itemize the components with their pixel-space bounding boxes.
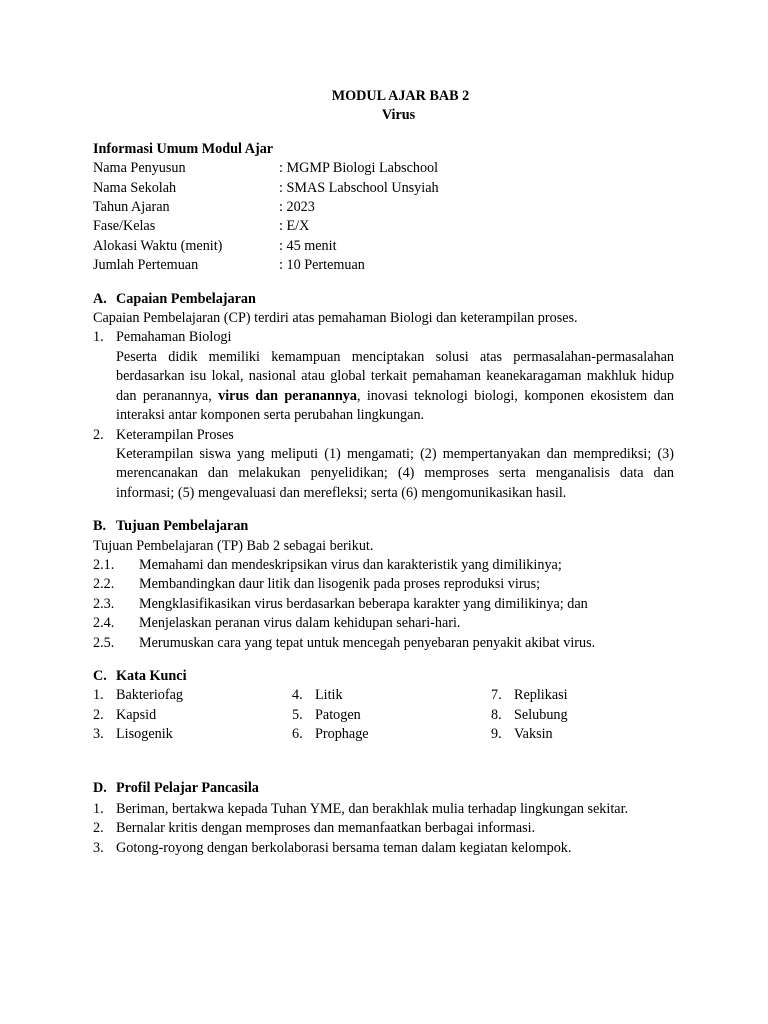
item-number: 2.4. [93, 615, 115, 632]
info-row [93, 159, 674, 178]
section-c-heading [93, 667, 674, 686]
list-item [93, 819, 674, 838]
keyword-item: 7. Replikasi [491, 687, 568, 704]
item-number: 2. [93, 820, 104, 837]
section-profil-pelajar-pancasila [93, 779, 674, 859]
item-number: 3. [93, 839, 104, 856]
list-item [93, 595, 674, 614]
section-letter: B. [93, 518, 107, 535]
info-value: : 45 menit [279, 237, 337, 254]
item-number: 1. [93, 801, 104, 817]
item-text: Peserta didik memiliki kemampuan menciptakan solusi atas permasalahan-permasalahan berdasarkan isu lokal, nasional atau global terkait pemahaman keanekaragaman makhluk hidup dan peranannya, virus dan peranannya, inovasi teknologi biologi, komponen ekosistem dan interaksi antar komponen serta perubahan lingkungan. [116, 348, 674, 424]
list-item [93, 556, 674, 575]
info-heading: Informasi Umum Modul Ajar [93, 140, 274, 157]
item-text: Mengklasifikasikan virus berdasarkan beberapa karakter yang dimilikinya; dan [139, 595, 588, 612]
item-number: 1. [93, 329, 104, 346]
item-label: Pemahaman Biologi [116, 329, 232, 346]
list-item [93, 634, 674, 653]
info-value: : MGMP Biologi Labschool [279, 160, 439, 177]
keyword-item: 5. Patogen [292, 706, 361, 723]
info-row [93, 256, 674, 275]
section-title: Profil Pelajar Pancasila [116, 779, 259, 796]
item-number: 2.2. [93, 576, 115, 593]
section-d-heading [93, 779, 674, 798]
info-section [93, 140, 674, 276]
info-row [93, 237, 674, 256]
list-item [93, 800, 674, 819]
info-row [93, 198, 674, 217]
item-text: Beriman, bertakwa kepada Tuhan YME, dan berakhlak mulia terhadap lingkungan sekitar. [116, 801, 629, 817]
section-intro: Capaian Pembelajaran (CP) terdiri atas pemahaman Biologi dan keterampilan proses. [93, 310, 578, 327]
section-title: Capaian Pembelajaran [116, 290, 256, 307]
item-text: Memahami dan mendeskripsikan virus dan karakteristik yang dimilikinya; [139, 556, 562, 573]
info-value: : SMAS Labschool Unsyiah [279, 179, 439, 196]
info-row [93, 179, 674, 198]
info-value: : 10 Pertemuan [279, 257, 365, 274]
item-number: 2. [93, 426, 104, 443]
keyword-item: 8. Selubung [491, 706, 568, 723]
document-title [93, 87, 674, 126]
section-letter: D. [93, 779, 107, 796]
list-item [93, 575, 674, 594]
section-a-heading [93, 290, 674, 309]
section-letter: C. [93, 667, 107, 684]
keyword-item: 3. Lisogenik [93, 726, 173, 743]
item-number: 2.1. [93, 556, 115, 573]
info-value: : E/X [279, 218, 310, 235]
info-value: : 2023 [279, 199, 315, 216]
item-number: 2.3. [93, 595, 115, 612]
item-text: Menjelaskan peranan virus dalam kehidupan sehari-hari. [139, 615, 461, 632]
section-capaian-pembelajaran [93, 290, 674, 503]
info-key: Nama Sekolah [93, 179, 177, 196]
keyword-item: 9. Vaksin [491, 726, 553, 743]
title-line-2: Virus [381, 107, 416, 124]
list-item [93, 426, 674, 504]
keyword-item: 2. Kapsid [93, 706, 157, 723]
section-title: Kata Kunci [116, 667, 187, 684]
info-key: Tahun Ajaran [93, 199, 170, 216]
section-b-heading [93, 517, 674, 536]
info-key: Alokasi Waktu (menit) [93, 237, 223, 254]
list-item [93, 839, 674, 858]
section-intro: Tujuan Pembelajaran (TP) Bab 2 sebagai berikut. [93, 537, 374, 554]
keyword-item: 4. Litik [292, 687, 343, 704]
info-key: Fase/Kelas [93, 218, 156, 235]
info-key: Nama Penyusun [93, 160, 186, 177]
info-row [93, 217, 674, 236]
emphasis-text: virus dan peranannya [218, 387, 357, 404]
item-label: Keterampilan Proses [116, 426, 234, 443]
keyword-item: 1. Bakteriofag [93, 687, 183, 704]
section-title: Tujuan Pembelajaran [116, 518, 249, 535]
keyword-item: 6. Prophage [292, 726, 369, 743]
section-kata-kunci [93, 667, 674, 745]
keyword-grid [93, 686, 674, 744]
document-page [93, 87, 674, 858]
item-text: Gotong-royong dengan berkolaborasi bersama teman dalam kegiatan kelompok. [116, 839, 572, 856]
title-line-1: MODUL AJAR BAB 2 [331, 88, 470, 104]
item-text: Keterampilan siswa yang meliputi (1) mengamati; (2) mempertanyakan dan memprediksi; (3) merencanakan dan melakukan penyelidikan; (4) memproses serta menganalisis data dan informasi; (5) mengevaluasi dan merefleksi; serta (6) mengomunikasikan hasil. [116, 445, 674, 501]
item-text: Membandingkan daur litik dan lisogenik pada proses reproduksi virus; [139, 576, 541, 593]
info-key: Jumlah Pertemuan [93, 257, 199, 274]
item-text: Merumuskan cara yang tepat untuk mencegah penyebaran penyakit akibat virus. [139, 634, 596, 651]
list-item [93, 328, 674, 425]
section-letter: A. [93, 290, 107, 307]
item-text: Bernalar kritis dengan memproses dan memanfaatkan berbagai informasi. [116, 820, 536, 837]
item-number: 2.5. [93, 634, 115, 651]
list-item [93, 614, 674, 633]
section-tujuan-pembelajaran [93, 517, 674, 653]
